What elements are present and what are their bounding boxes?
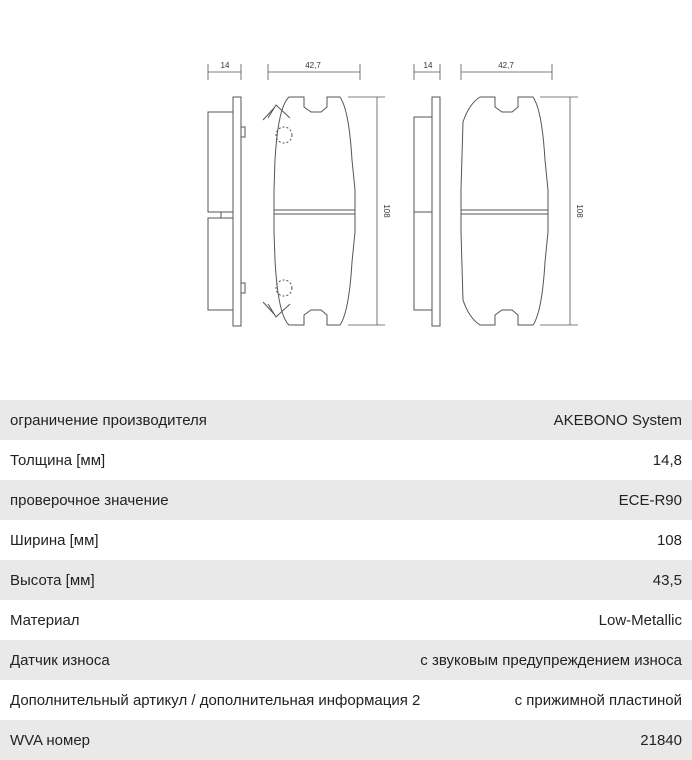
spec-row (0, 560, 692, 600)
spec-label: WVA номер (10, 731, 91, 749)
spec-label: Дополнительный артикул / дополнительная информация 2 (10, 691, 421, 709)
spec-label: Материал (10, 611, 80, 629)
spec-row (0, 640, 692, 680)
spec-value: 14,8 (652, 451, 682, 469)
left-pad-side-view (208, 97, 245, 326)
spec-row (0, 600, 692, 640)
spec-label: Толщина [мм] (10, 451, 106, 469)
spec-value: 108 (656, 531, 682, 549)
spec-row (0, 720, 692, 760)
spec-value: 43,5 (652, 571, 682, 589)
right-pad-front-view (461, 97, 548, 325)
spec-value: Low-Metallic (598, 611, 682, 629)
spec-label: проверочное значение (10, 491, 169, 509)
left-pad-front-view (263, 97, 355, 325)
dim-right-height: 108 (575, 204, 584, 218)
dim-left-thickness: 14 (220, 61, 230, 70)
spec-row (0, 400, 692, 440)
spec-value: ECE-R90 (618, 491, 682, 509)
dim-right-thickness: 14 (423, 61, 433, 70)
dim-left-width: 42,7 (305, 61, 321, 70)
dim-left-height: 108 (382, 204, 391, 218)
spec-row (0, 520, 692, 560)
spec-table (0, 400, 692, 760)
spec-label: Датчик износа (10, 651, 110, 669)
spec-value: с прижимной пластиной (514, 691, 682, 709)
spec-row (0, 480, 692, 520)
dim-right-width: 42,7 (498, 61, 514, 70)
right-pad-side-view (414, 97, 440, 326)
spec-value: с звуковым предупреждением износа (420, 651, 682, 669)
spec-label: Высота [мм] (10, 571, 95, 589)
spec-label: Ширина [мм] (10, 531, 99, 549)
spec-row (0, 440, 692, 480)
spec-label: ограничение производителя (10, 411, 207, 429)
spec-value: 21840 (640, 731, 682, 749)
spec-row (0, 680, 692, 720)
spec-value: AKEBONO System (553, 411, 682, 429)
